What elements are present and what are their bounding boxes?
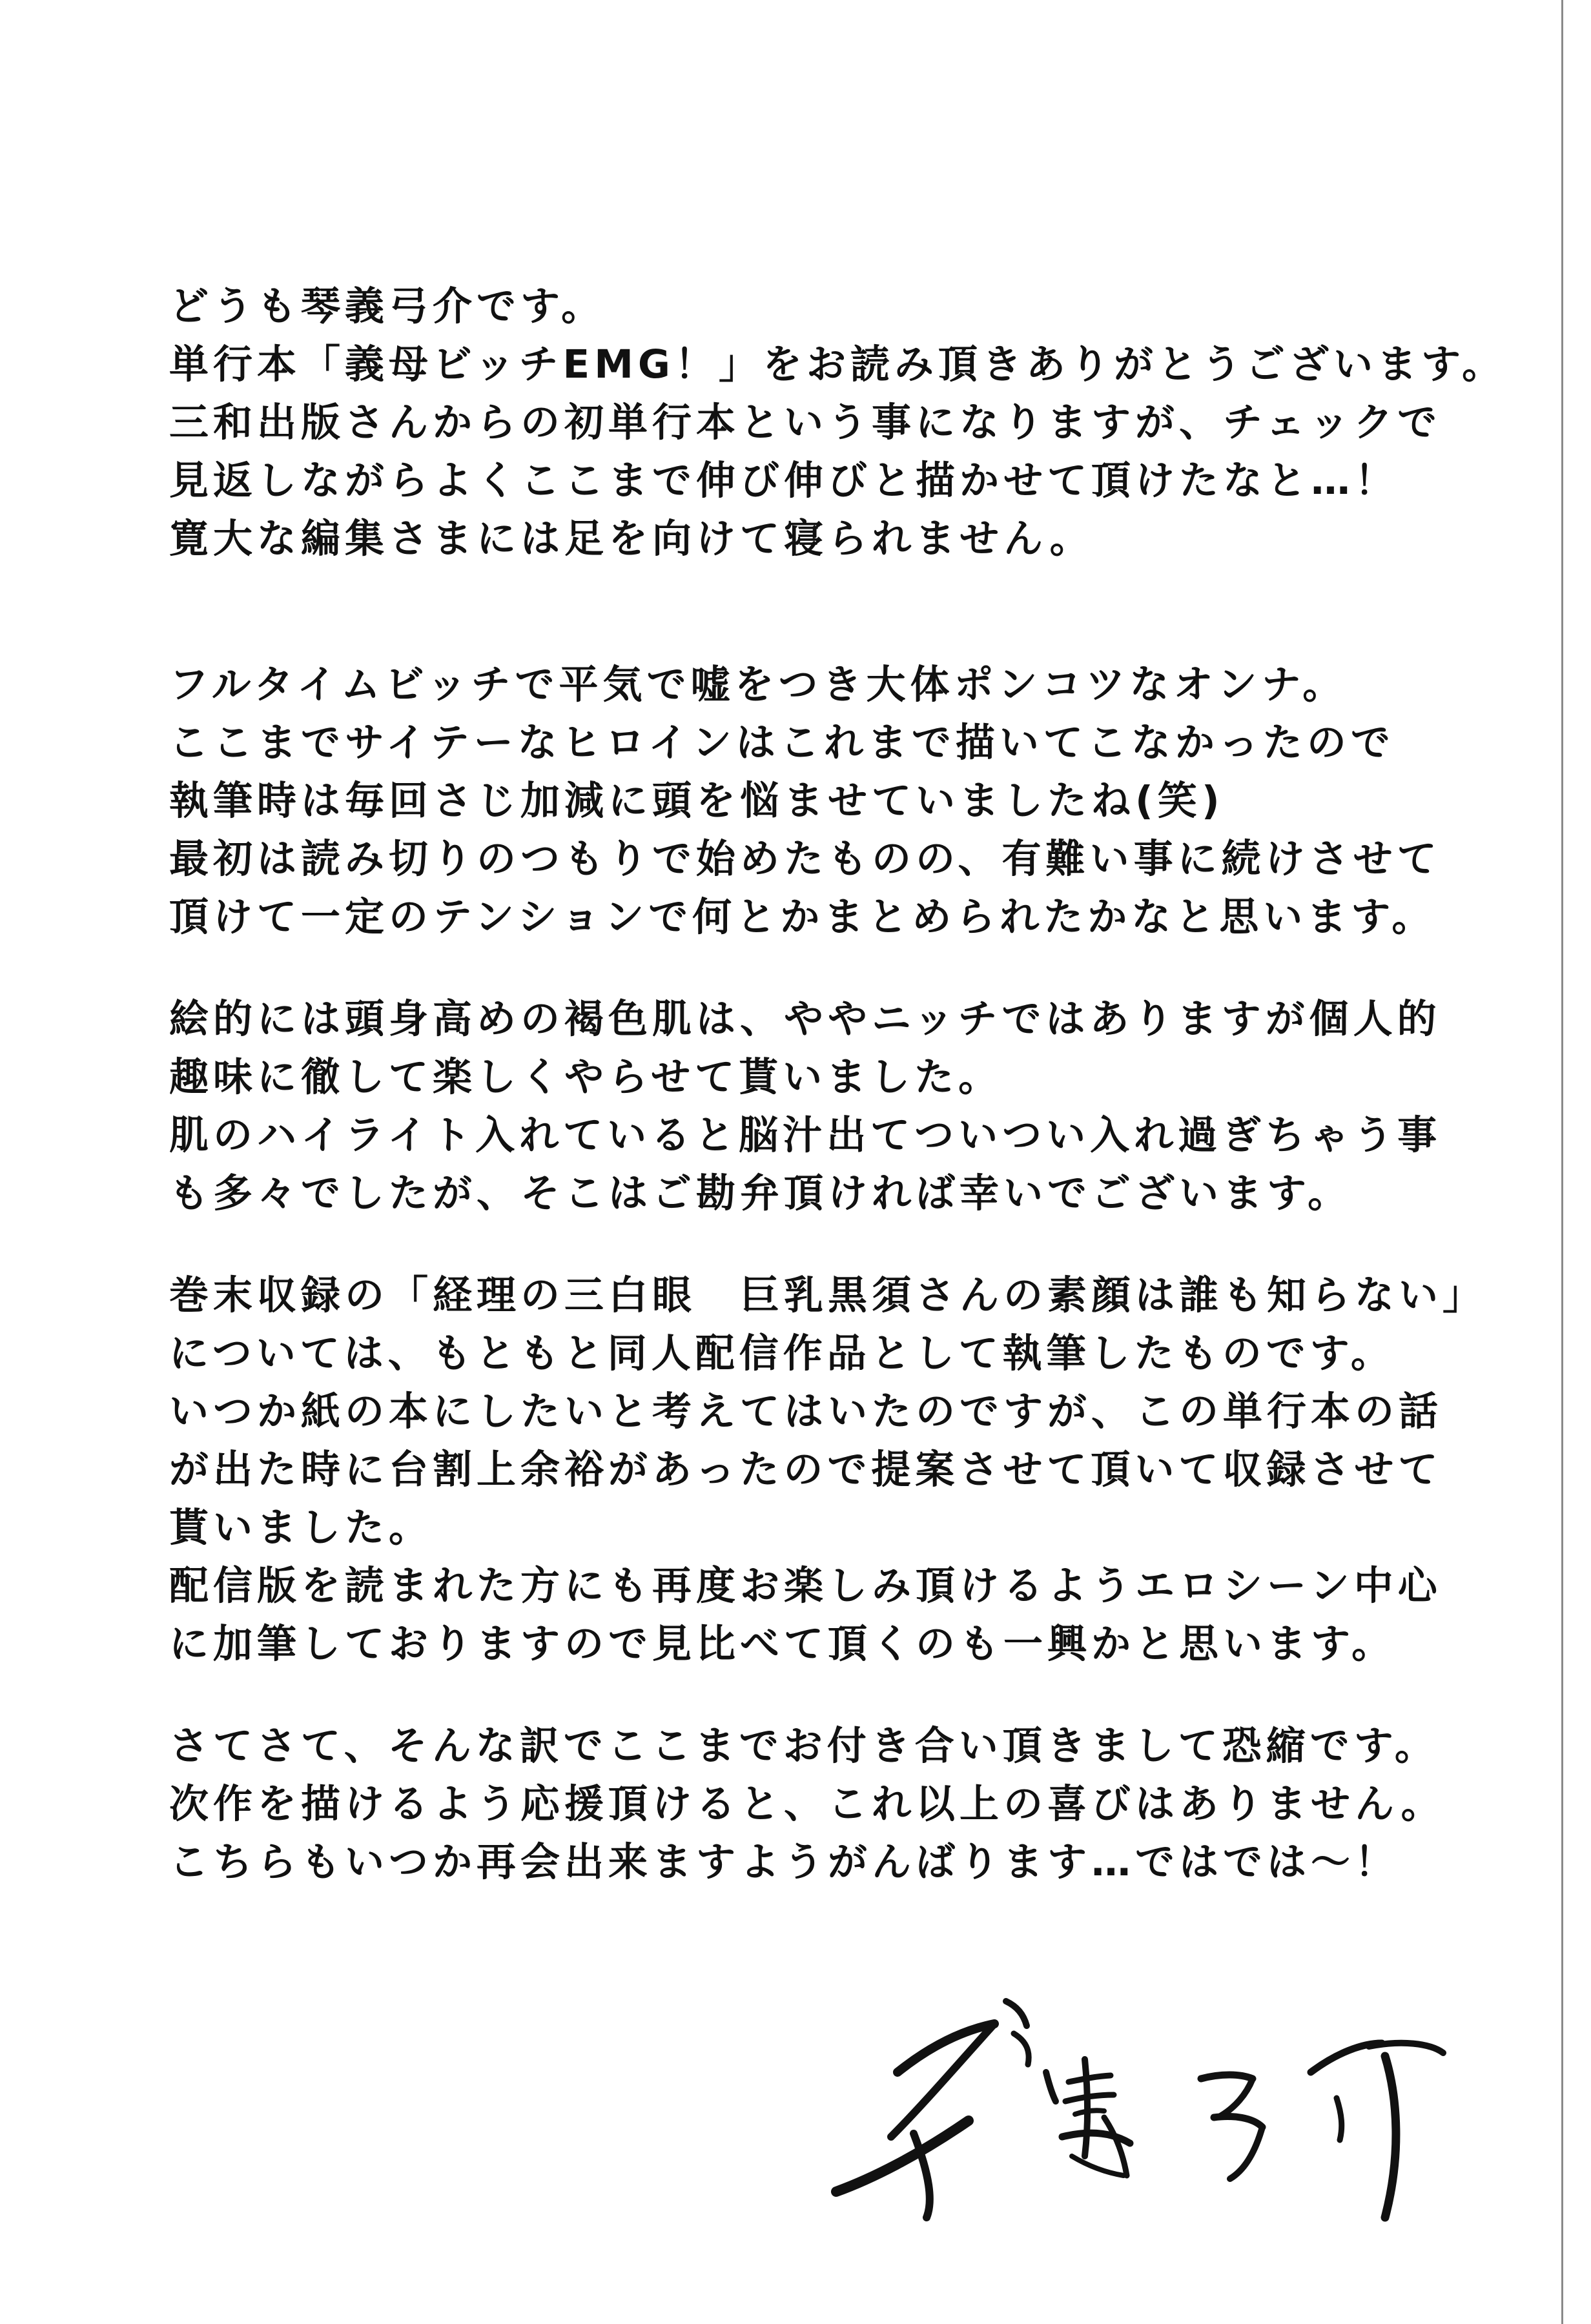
text-line: いつか紙の本にしたいと考えてはいたのですが、この単行本の話: [169, 1389, 1443, 1434]
paragraph-closing: [169, 1717, 1461, 1891]
text-line: 単行本「義母ビッチEMG！」をお読み頂きありがとうございます。: [169, 341, 1506, 387]
text-line: も多々でしたが、そこはご勘弁頂ければ幸いでございます。: [169, 1170, 1352, 1216]
text-line: 見返しながらよくここまで伸び伸びと描かせて頂けたなと…！: [169, 458, 1399, 504]
text-line: が出た時に台割上余裕があったので提案させて頂いて収録させて: [169, 1447, 1442, 1493]
text-line: 肌のハイライト入れていると脳汁出てついつい入れ過ぎちゃう事: [169, 1112, 1442, 1158]
paragraph-heroine: [169, 656, 1461, 946]
text-line: に加筆しておりますので見比べて頂くのも一興かと思います。: [169, 1621, 1396, 1667]
text-line: 配信版を読まれた方にも再度お楽しみ頂けるようエロシーン中心: [169, 1563, 1442, 1609]
text-line: 三和出版さんからの初単行本という事になりますが、チェックで: [169, 400, 1442, 445]
handwritten-signature: [801, 1962, 1459, 2234]
text-line: 絵的には頭身高めの褐色肌は、ややニッチではありますが個人的: [169, 996, 1441, 1042]
paragraph-art: [169, 990, 1461, 1223]
text-line: 寛大な編集さまには足を向けて寝られません。: [169, 516, 1094, 562]
text-line: については、もともと同人配信作品として執筆したものです。: [169, 1330, 1395, 1376]
text-line: 次作を描けるよう応援頂けると、これ以上の喜びはありません。: [169, 1781, 1445, 1827]
text-line: ここまでサイテーなヒロインはこれまで描いてこなかったので: [169, 720, 1395, 766]
afterword-text: [169, 278, 1506, 1891]
text-line: 巻末収録の「経理の三白眼 巨乳黒須さんの素顔は誰も知らない」: [169, 1272, 1487, 1318]
text-line: 最初は読み切りのつもりで始めたものの、有難い事に続けさせて: [169, 836, 1441, 882]
paragraph-bonus-story: [169, 1267, 1487, 1673]
text-line: フルタイムビッチで平気で嘘をつき大体ポンコツなオンナ。: [169, 662, 1347, 708]
text-line: どうも琴義弓介です。: [169, 283, 606, 329]
text-line: さてさて、そんな訳でここまでお付き合い頂きまして恐縮です。: [169, 1723, 1439, 1769]
text-line: 頂けて一定のテンションで何とかまとめられたかなと思います。: [169, 894, 1436, 940]
text-line: 趣味に徹して楽しくやらせて貰いました。: [169, 1054, 1003, 1100]
page-edge-line: [1561, 0, 1563, 2324]
text-line: 貰いました。: [169, 1505, 433, 1551]
paragraph-greeting: [169, 278, 1506, 568]
text-line: 執筆時は毎回さじ加減に頭を悩ませていましたね(笑): [169, 778, 1224, 824]
text-line: こちらもいつか再会出来ますようがんばります…ではでは～！: [169, 1839, 1399, 1885]
